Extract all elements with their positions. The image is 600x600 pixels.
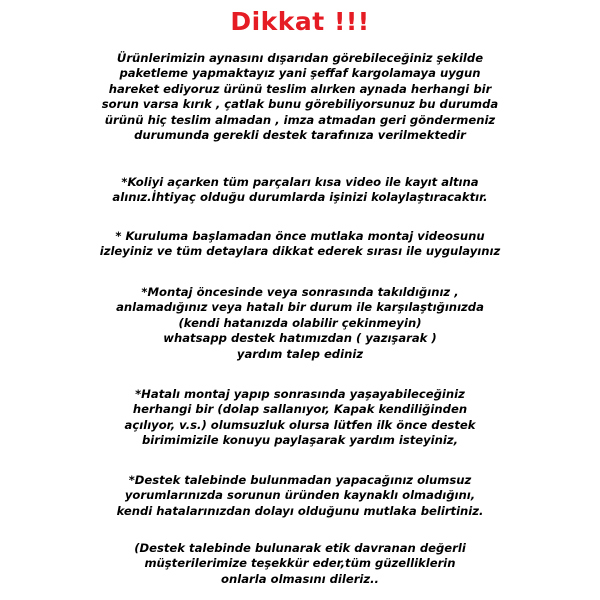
- paragraph-line: yorumlarınızda sorunun üründen kaynaklı olmadığını,: [124, 488, 476, 503]
- paragraph-line: izleyiniz ve tüm detaylara dikkat ederek sırası ile uygulayınız: [99, 244, 501, 259]
- paragraph-line: durumunda gerekli destek tarafınıza verilmektedir: [134, 128, 466, 143]
- paragraph-support-request: [0, 285, 600, 362]
- paragraph-reviews: [0, 473, 600, 519]
- paragraph-line: onlarla olmasını dileriz..: [221, 571, 379, 586]
- paragraph-line: hareket ediyoruz ürünü teslim alırken aynada herhangi bir: [108, 81, 492, 96]
- paragraph-video-recording: [0, 175, 600, 206]
- paragraph-line: açılıyor, v.s.) olumsuzluk olursa lütfen ilk önce destek: [124, 417, 476, 432]
- paragraph-line: herhangi bir (dolap sallanıyor, Kapak kendiliğinden: [132, 402, 468, 417]
- paragraph-line: (kendi hatanızda olabilir çekinmeyin): [178, 315, 422, 330]
- paragraph-thanks: [0, 541, 600, 587]
- paragraph-line: *Koliyi açarken tüm parçaları kısa video ile kayıt altına: [121, 175, 479, 189]
- paragraph-line: (Destek talebinde bulunarak etik davranan değerli: [134, 541, 466, 555]
- paragraph-line: sorun varsa kırık , çatlak bunu görebiliyorsunuz bu durumda: [101, 97, 499, 112]
- paragraph-line: anlamadığınız veya hatalı bir durum ile karşılaştığınızda: [116, 300, 484, 315]
- paragraph-line: yardım talep ediniz: [236, 346, 364, 361]
- paragraph-line: * Kuruluma başlamadan önce mutlaka montaj videosunu: [115, 229, 485, 243]
- paragraph-line: whatsapp destek hatımızdan ( yazışarak ): [163, 331, 437, 346]
- paragraph-line: *Montaj öncesinde veya sonrasında takıldığınız ,: [141, 285, 459, 299]
- page-title: Dikkat !!!: [230, 7, 370, 36]
- paragraph-line: alınız.İhtiyaç olduğu durumlarda işinizi kolaylaştıracaktır.: [112, 190, 488, 205]
- paragraph-line: ürünü hiç teslim almadan , imza atmadan geri göndermeniz: [104, 112, 496, 127]
- paragraph-line: *Destek talebinde bulunmadan yapacağınız olumsuz: [128, 473, 472, 487]
- paragraph-packaging: [0, 51, 600, 143]
- paragraph-line: paketleme yapmaktayız yani şeffaf kargolamaya uygun: [119, 66, 481, 81]
- paragraph-line: Ürünlerimizin aynasını dışarıdan görebileceğiniz şekilde: [116, 51, 484, 65]
- paragraph-line: kendi hatalarınızdan dolayı olduğunu mutlaka belirtiniz.: [116, 503, 484, 518]
- paragraph-line: müşterilerimize teşekkür eder,tüm güzelliklerin: [144, 556, 456, 571]
- paragraph-faulty-assembly: [0, 387, 600, 449]
- paragraph-line: *Hatalı montaj yapıp sonrasında yaşayabileceğiniz: [135, 387, 465, 401]
- paragraph-line: birimimizile konuyu paylaşarak yardım isteyiniz,: [141, 433, 459, 448]
- paragraph-assembly-video: [0, 229, 600, 260]
